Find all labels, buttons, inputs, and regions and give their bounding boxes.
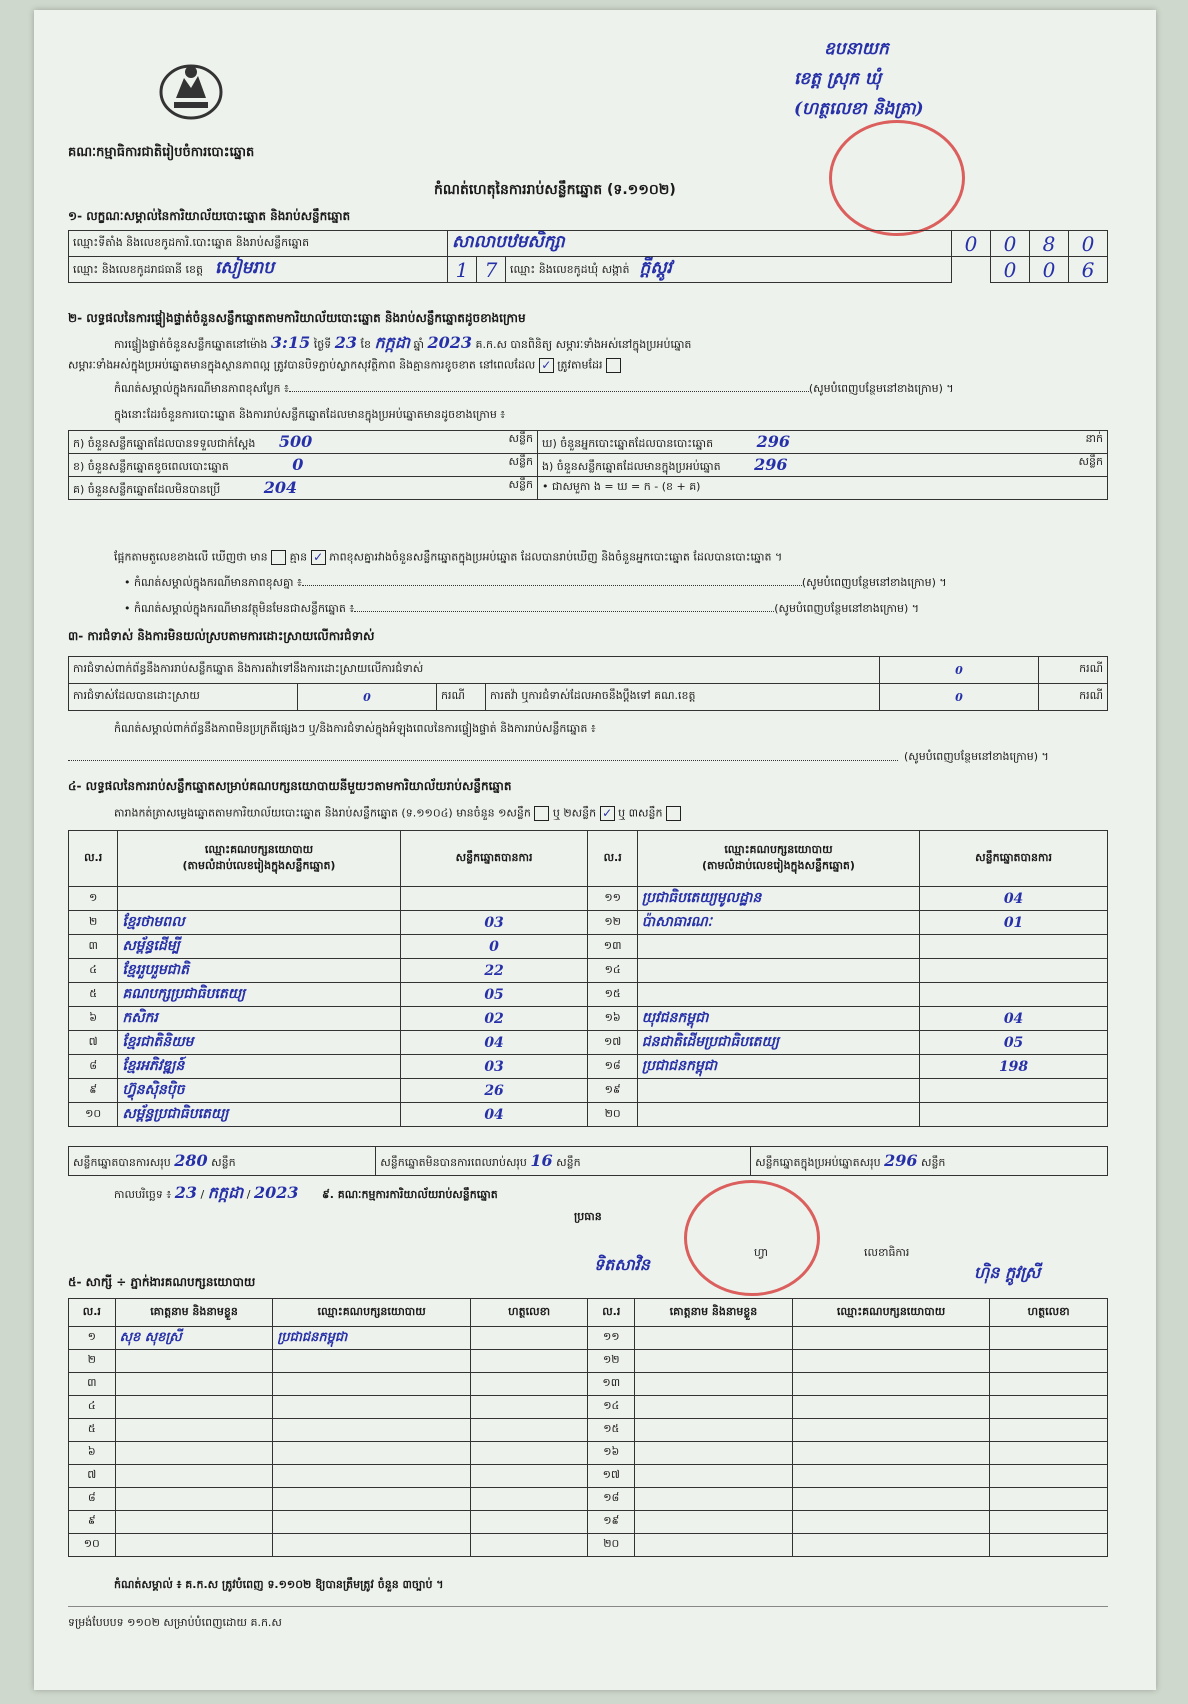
received-value: 500 [278, 431, 313, 451]
section4-title: ៤- លទ្ធផលនៃការរាប់សន្លឹកឆ្នោតសម្រាប់គណបក្សនយោបាយនីមួយៗតាមការិយាល័យរាប់សន្លឹកឆ្នោត [68, 779, 512, 793]
table-row [69, 1031, 1108, 1055]
witness-name[interactable] [635, 1488, 793, 1511]
witness-party[interactable] [273, 1488, 470, 1511]
table-row [69, 935, 1108, 959]
witness-name[interactable] [635, 1465, 793, 1488]
witness-party[interactable] [792, 1327, 989, 1350]
row-no: ២០ [588, 1103, 637, 1127]
col-party-right: ឈ្មោះគណបក្សនយោបាយ (តាមលំដាប់លេខរៀងក្នុងសន្លឹកឆ្នោត) [637, 831, 919, 887]
party-name: សម្ព័ន្ធដើម្បី [118, 935, 400, 959]
party-name: កសិករ [118, 1007, 400, 1031]
row-no: ៩ [69, 1511, 116, 1534]
votes-count: 02 [400, 1007, 588, 1031]
section2-line2: សម្ភារៈទាំងអស់ក្នុងប្រអប់ឆ្នោតមានក្នុងស្ថានភាពល្អ ត្រូវបានបិទភ្ជាប់ស្លាកសុវត្ថិភាព និងគ្មានការខូចខាត នៅពេលដែល ✓ ត្រូវតាមដែរ [68, 358, 621, 375]
votes-count: 26 [400, 1079, 588, 1103]
witness-name[interactable] [115, 1465, 273, 1488]
table-row [69, 887, 1108, 911]
count-date: កាលបរិច្ឆេទ ៖ 23 / កក្កដា / 2023 ៩. គណៈកម្មការការិយាល័យរាប់សន្លឹកឆ្នោត [114, 1183, 498, 1202]
footer-text: ទម្រង់បែបបទ ១១០២ សម្រាប់បំពេញដោយ គ.ក.ស [68, 1616, 282, 1629]
witness-signature[interactable] [990, 1465, 1108, 1488]
section1-table [68, 230, 1108, 283]
checkbox-yes[interactable]: ✓ [539, 358, 554, 373]
row-no: ៨ [69, 1055, 118, 1079]
checkbox-3-sheets[interactable] [666, 806, 681, 821]
commune-code-digit: 0 [1030, 257, 1069, 283]
location-code-digit: 0 [991, 231, 1030, 257]
section3-title: ៣- ការជំទាស់ និងការមិនយល់ស្របតាមការដោះស្រាយលើការជំទាស់ [68, 629, 375, 643]
witness-party[interactable] [273, 1419, 470, 1442]
row-no: ១១ [588, 887, 637, 911]
row-no: ៣ [69, 935, 118, 959]
witness-party[interactable] [273, 1442, 470, 1465]
table-row [69, 1055, 1108, 1079]
witness-signature[interactable] [470, 1465, 588, 1488]
row-no: ១៩ [588, 1511, 635, 1534]
witness-signature[interactable] [470, 1511, 588, 1534]
row-no: ៧ [69, 1465, 116, 1488]
appeal-unit: ករណី [1039, 684, 1108, 711]
table-row [69, 1373, 1108, 1396]
witness-party[interactable] [273, 1465, 470, 1488]
votes-count: 04 [920, 1007, 1108, 1031]
commune-cell [506, 257, 952, 283]
row-no: ៩ [69, 1079, 118, 1103]
section3-dotted-line [68, 760, 898, 761]
province-label-cell [69, 257, 448, 283]
party-name: គណបក្សប្រជាធិបតេយ្យ [118, 983, 400, 1007]
witness-party[interactable] [792, 1373, 989, 1396]
location-code-digit: 0 [1069, 231, 1108, 257]
checkbox-no[interactable] [606, 358, 621, 373]
commune-value: ក្ដីស្ដូវ [639, 258, 672, 278]
province-label: ឈ្មោះ និងលេខកូដរាជធានី ខេត្ត [73, 263, 203, 276]
votes-count: 198 [920, 1055, 1108, 1079]
witness-party[interactable] [273, 1534, 470, 1557]
col-party-right: ឈ្មោះគណបក្សនយោបាយ [792, 1299, 989, 1327]
table-row [69, 1465, 1108, 1488]
party-name [637, 983, 919, 1007]
row-no: ១៣ [588, 935, 637, 959]
witness-signature[interactable] [470, 1419, 588, 1442]
table-row [69, 1396, 1108, 1419]
row-no: ១៨ [588, 1055, 637, 1079]
table-row [69, 1350, 1108, 1373]
party-name: ប្រជាធិបតេយ្យមូលដ្ឋាន [637, 887, 919, 911]
witness-name[interactable] [115, 1442, 273, 1465]
votes-count: 04 [400, 1103, 588, 1127]
votes-count: 04 [920, 887, 1108, 911]
table-row [69, 1488, 1108, 1511]
witness-signature[interactable] [470, 1373, 588, 1396]
witness-signature[interactable] [470, 1396, 588, 1419]
witness-name[interactable] [635, 1396, 793, 1419]
section5-title: ៥- សាក្សី ÷ ភ្នាក់ងារគណបក្សនយោបាយ [68, 1275, 256, 1289]
party-name: ជនជាតិដើមប្រជាធិបតេយ្យ [637, 1031, 919, 1055]
party-name [637, 1103, 919, 1127]
votes-count [920, 935, 1108, 959]
row-no: ៤ [69, 1396, 116, 1419]
table-row [69, 959, 1108, 983]
section2-title: ២- លទ្ធផលនៃការផ្ទៀងផ្ទាត់ចំនួនសន្លឹកឆ្នោតតាមការិយាល័យបោះឆ្នោត និងរាប់សន្លឹកឆ្នោតដូចខាងក្រោម [68, 311, 526, 325]
party-name: ខ្មែររួបរួមជាតិ [118, 959, 400, 983]
witness-name[interactable] [635, 1419, 793, 1442]
voters-value: 296 [756, 431, 790, 451]
party-name: ខ្មែរអភិវឌ្ឍន៍ [118, 1055, 400, 1079]
footer-divider [68, 1606, 1108, 1607]
party-name [637, 959, 919, 983]
witness-name[interactable] [115, 1396, 273, 1419]
witness-party[interactable] [792, 1442, 989, 1465]
witness-name[interactable] [115, 1373, 273, 1396]
witness-signature[interactable] [470, 1350, 588, 1373]
location-label: ឈ្មោះទីតាំង និងលេខកូដការិ.បោះឆ្នោត និងរាប់សន្លឹកឆ្នោត [69, 231, 448, 257]
commune-code-digit: 6 [1069, 257, 1108, 283]
witness-signature[interactable] [470, 1442, 588, 1465]
checkbox-2-sheets[interactable]: ✓ [600, 806, 615, 821]
witness-name[interactable] [115, 1488, 273, 1511]
witness-signature[interactable] [990, 1534, 1108, 1557]
witness-party[interactable] [792, 1534, 989, 1557]
table-row [69, 1511, 1108, 1534]
witness-name[interactable] [635, 1327, 793, 1350]
section2-line1: ការផ្ទៀងផ្ទាត់ចំនួនសន្លឹកឆ្នោតនៅម៉ោង 3:15 ថ្ងៃទី 23 ខែ កក្កដា ឆ្នាំ 2023 គ.ក.ស បានពិនិត្យ សម្ភារៈទាំងអស់នៅក្នុងប្រអប់ឆ្នោត [114, 333, 692, 352]
check-day: 23 [334, 333, 357, 352]
row-no: ១ [69, 1327, 116, 1350]
votes-count: 0 [400, 935, 588, 959]
witness-signature[interactable] [990, 1442, 1108, 1465]
witness-party[interactable]: ប្រជាជនកម្ពុជា [273, 1327, 470, 1350]
table-row [69, 1079, 1108, 1103]
witness-signature[interactable] [990, 1488, 1108, 1511]
party-name [637, 935, 919, 959]
table-row [69, 1534, 1108, 1557]
row-no: ១ [69, 887, 118, 911]
checkbox-1-sheet[interactable] [534, 806, 549, 821]
votes-count: 03 [400, 1055, 588, 1079]
commune-code-digit: 0 [991, 257, 1030, 283]
table-row [69, 1442, 1108, 1465]
party-name [118, 887, 400, 911]
official-stamp-bottom [684, 1180, 820, 1296]
votes-count [920, 1079, 1108, 1103]
votes-count [920, 959, 1108, 983]
col-votes-left: សន្លឹកឆ្នោតបានការ [400, 831, 588, 887]
row-no: ៣ [69, 1373, 116, 1396]
witness-party[interactable] [792, 1419, 989, 1442]
votes-count: 03 [400, 911, 588, 935]
votes-count [920, 983, 1108, 1007]
row-no: ១៦ [588, 1007, 637, 1031]
votes-count [920, 1103, 1108, 1127]
witness-party[interactable] [273, 1511, 470, 1534]
witness-party[interactable] [792, 1396, 989, 1419]
col-name-left: គោត្តនាម និងនាមខ្លួន [115, 1299, 273, 1327]
col-no-left: ល.រ [69, 1299, 116, 1327]
official-stamp-top [829, 120, 965, 236]
resolved-unit: ករណី [437, 684, 486, 711]
province-code-digit: 7 [477, 257, 506, 283]
witness-name[interactable] [635, 1373, 793, 1396]
col-party-left: ឈ្មោះគណបក្សនយោបាយ (តាមលំដាប់លេខរៀងក្នុងសន្លឹកឆ្នោត) [118, 831, 400, 887]
party-name: ខ្មែរជាតិនិយម [118, 1031, 400, 1055]
checkbox-has-difference[interactable] [271, 550, 286, 565]
col-votes-right: សន្លឹកឆ្នោតបានការ [920, 831, 1108, 887]
location-code-digit: 0 [952, 231, 991, 257]
witness-name[interactable] [115, 1534, 273, 1557]
row-no: ១៥ [588, 983, 637, 1007]
location-code-digit: 8 [1030, 231, 1069, 257]
witness-party[interactable] [273, 1350, 470, 1373]
total-invalid: 16 [530, 1150, 553, 1170]
emblem-icon [154, 58, 228, 122]
witness-name[interactable] [115, 1350, 273, 1373]
party-name: ខ្មែរថាមពល [118, 911, 400, 935]
votes-count [400, 887, 588, 911]
witness-party[interactable] [792, 1350, 989, 1373]
objection-count: 0 [880, 657, 1039, 684]
witness-signature[interactable] [470, 1534, 588, 1557]
table-row [69, 1103, 1108, 1127]
committee-name: គណៈកម្មាធិការជាតិរៀបចំការបោះឆ្នោត [68, 145, 255, 160]
top-right-handwriting: ឧបនាយក ខេត្ត ស្រុក ឃុំ (ហត្ថលេខា និងត្រា) [794, 39, 924, 119]
witness-name[interactable] [635, 1442, 793, 1465]
total-valid: 280 [174, 1150, 208, 1170]
member-label: ហ្វា [754, 1246, 768, 1259]
note-difference: • កំណត់សម្គាល់ក្នុងករណីមានភាពខុសគ្នា ៖ (សូមបំពេញបន្ថែមនៅខាងក្រោម) ។ [124, 576, 947, 589]
table-row [69, 911, 1108, 935]
president-label: ប្រធាន [574, 1210, 602, 1223]
row-no: ២ [69, 1350, 116, 1373]
row-no: ១១ [588, 1327, 635, 1350]
row-no: ១៣ [588, 1373, 635, 1396]
row-no: ១៧ [588, 1031, 637, 1055]
row-no: ៧ [69, 1031, 118, 1055]
row-no: ១៧ [588, 1465, 635, 1488]
col-sign-left: ហត្ថលេខា [470, 1299, 588, 1327]
resolved-label: ការជំទាស់ដែលបានដោះស្រាយ [69, 684, 298, 711]
table-row [69, 1419, 1108, 1442]
col-no-right: ល.រ [588, 1299, 635, 1327]
witness-name[interactable] [635, 1511, 793, 1534]
witness-name[interactable] [635, 1534, 793, 1557]
row-no: ១០ [69, 1534, 116, 1557]
total-in-box: 296 [884, 1150, 918, 1170]
row-no: ៦ [69, 1007, 118, 1031]
check-time: 3:15 [270, 333, 311, 352]
location-value: សាលាបឋមសិក្សា [448, 231, 952, 257]
witness-signature[interactable] [990, 1327, 1108, 1350]
witness-name[interactable] [115, 1511, 273, 1534]
votes-count: 22 [400, 959, 588, 983]
check-month: កក្កដា [374, 333, 410, 352]
section2-line3: កំណត់សម្គាល់ក្នុងករណីមានភាពខុសប្លែក ៖ (សូមបំពេញបន្ថែមនៅខាងក្រោម) ។ [114, 382, 954, 395]
witness-signature[interactable] [990, 1511, 1108, 1534]
table-row [69, 1327, 1108, 1350]
witness-name[interactable] [635, 1350, 793, 1373]
totals-table: សន្លឹកឆ្នោតបានការសរុប 280 សន្លឹក សន្លឹកឆ្នោតមិនបានការពេលរាប់សរុប 16 សន្លឹក សន្លឹកឆ្នោតក្នុងប្រអប់ឆ្នោតសរុប 296 សន្លឹក [68, 1146, 1108, 1176]
row-no: ១៩ [588, 1079, 637, 1103]
row-no: ១៤ [588, 1396, 635, 1419]
row-no: ៥ [69, 983, 118, 1007]
row-no: ៥ [69, 1419, 116, 1442]
witness-party[interactable] [792, 1488, 989, 1511]
witness-table [68, 1298, 1108, 1557]
party-name: សម្ព័ន្ធប្រជាធិបតេយ្យ [118, 1103, 400, 1127]
row-no: ១៦ [588, 1442, 635, 1465]
resolved-count: 0 [298, 684, 437, 711]
appeal-label: ការតវ៉ា ឬការជំទាស់ដែលអាចនឹងប្ដឹងទៅ គណ.ខេត្ត [486, 684, 880, 711]
counts-table: ក) ចំនួនសន្លឹកឆ្នោតដែលបានទទួលជាក់ស្ដែង 500 សន្លឹក ឃ) ចំនួនអ្នកបោះឆ្នោតដែលបានបោះឆ្នោត 296 នាក់ ខ) ចំនួនសន្លឹកឆ្នោតខូចពេលបោះឆ្នោត 0 សន្លឹក ង) ចំនួនសន្លឹកឆ្នោតដែលមានក្នុងប្រអប់ឆ្នោត 296 សន្លឹក គ) ចំនួនសន្លឹកឆ្នោតដែលមិនបានប្រើ 204 សន្លឹក • ជាសមួកា ង = ឃ = ក - (ខ + គ) [68, 430, 1108, 500]
party-name: ប៉ាសាធារណៈ [637, 911, 919, 935]
witness-name[interactable]: សុខ សុខស្រី [115, 1327, 273, 1350]
section3-fill-hint: (សូមបំពេញបន្ថែមនៅខាងក្រោម) ។ [904, 750, 1049, 763]
checkbox-no-difference[interactable]: ✓ [311, 550, 326, 565]
col-party-left: ឈ្មោះគណបក្សនយោបាយ [273, 1299, 470, 1327]
col-name-right: គោត្តនាម និងនាមខ្លួន [635, 1299, 793, 1327]
secretary-label: លេខាធិការ [864, 1246, 910, 1259]
section1-title: ១- លក្ខណៈសម្គាល់នៃការិយាល័យបោះឆ្នោត និងរាប់សន្លឹកឆ្នោត [68, 209, 351, 223]
witness-party[interactable] [273, 1396, 470, 1419]
witness-party[interactable] [792, 1465, 989, 1488]
objection-label: ការជំទាស់ពាក់ព័ន្ធនឹងការរាប់សន្លឹកឆ្នោត និងការតវ៉ាទៅនឹងការដោះស្រាយលើការជំទាស់ [69, 657, 880, 684]
col-no-right: ល.រ [588, 831, 637, 887]
appeal-count: 0 [880, 684, 1039, 711]
votes-count: 05 [400, 983, 588, 1007]
section3-note: កំណត់សម្គាល់ពាក់ព័ន្ធនឹងភាពមិនប្រក្រតីផ្សេងៗ ឬ/និងការជំទាស់ក្នុងអំឡុងពេលនៃការផ្ទៀងផ្ទាត់ និងការរាប់សន្លឹកឆ្នោត ៖ [114, 722, 596, 735]
section5-footnote: កំណត់សម្គាល់ ៖ គ.ក.ស ត្រូវបំពេញ ទ.១១០២ ឱ្យបានត្រឹមត្រូវ ចំនួន ៣ច្បាប់ ។ [114, 1578, 444, 1591]
votes-count: 01 [920, 911, 1108, 935]
row-no: ១២ [588, 911, 637, 935]
section2-line4: ក្នុងនោះដែរចំនួនការបោះឆ្នោត និងការរាប់សន្លឹកឆ្នោតដែលមានក្នុងប្រអប់ឆ្នោតមានដូចខាងក្រោម ៖ [114, 408, 506, 421]
province-value: សៀមរាប [215, 258, 275, 278]
section4-intro: តារាងកត់ត្រាសម្លេងឆ្នោតតាមការិយាល័យបោះឆ្នោត និងរាប់សន្លឹកឆ្នោត (ទ.១១០៤) មានចំនួន ១សន្លឹក ឬ ២សន្លឹក ✓ ឬ ៣សន្លឹក [114, 806, 681, 823]
witness-signature[interactable] [470, 1488, 588, 1511]
witness-signature[interactable] [470, 1327, 588, 1350]
table-row [69, 983, 1108, 1007]
party-name: ហ៊្វុនស៊ិនប៉ិច [118, 1079, 400, 1103]
witness-signature[interactable] [990, 1419, 1108, 1442]
party-name: ប្រជាជនកម្ពុជា [637, 1055, 919, 1079]
col-no-left: ល.រ [69, 831, 118, 887]
row-no: ៦ [69, 1442, 116, 1465]
secretary-signature: ហ៊ិន ក្ដូវស្រី [974, 1263, 1041, 1282]
votes-count: 05 [920, 1031, 1108, 1055]
form-page [34, 10, 1156, 1690]
formula: • ជាសមួកា ង = ឃ = ក - (ខ + គ) [538, 477, 1108, 500]
president-signature: ទិតសាវិន [594, 1255, 650, 1274]
section2-line5: ផ្អែកតាមតួលេខខាងលើ ឃើញថា មាន គ្មាន ✓ ភាពខុសគ្នារវាងចំនួនសន្លឹកឆ្នោតក្នុងប្រអប់ឆ្នោត ដែលបានរាប់ឃើញ និងចំនួនអ្នកបោះឆ្នោត ដែលបានបោះឆ្នោត ។ [114, 550, 783, 564]
row-no: ៤ [69, 959, 118, 983]
row-no: ១៨ [588, 1488, 635, 1511]
check-year: 2023 [427, 333, 472, 352]
row-no: ១៥ [588, 1419, 635, 1442]
note-non-ballot: • កំណត់សម្គាល់ក្នុងករណីមានវត្ថុមិនមែនជាសន្លឹកឆ្នោត ៖ (សូមបំពេញបន្ថែមនៅខាងក្រោម) ។ [124, 602, 920, 615]
objection-unit: ករណី [1039, 657, 1108, 684]
col-sign-right: ហត្ថលេខា [990, 1299, 1108, 1327]
witness-signature[interactable] [990, 1350, 1108, 1373]
votes-count: 04 [400, 1031, 588, 1055]
objections-table [68, 656, 1108, 711]
spoiled-value: 0 [292, 454, 304, 474]
province-code-digit: 1 [448, 257, 477, 283]
witness-signature[interactable] [990, 1373, 1108, 1396]
row-no: ២ [69, 911, 118, 935]
party-name: យុវជនកម្ពុជា [637, 1007, 919, 1031]
results-table [68, 830, 1108, 1127]
witness-party[interactable] [792, 1511, 989, 1534]
row-no: ១០ [69, 1103, 118, 1127]
row-no: ១២ [588, 1350, 635, 1373]
form-title: កំណត់ហេតុនៃការរាប់សន្លឹកឆ្នោត (ទ.១១០២) [434, 182, 676, 198]
unused-value: 204 [263, 477, 298, 497]
ballots-in-box-value: 296 [754, 454, 788, 474]
witness-name[interactable] [115, 1419, 273, 1442]
witness-party[interactable] [273, 1373, 470, 1396]
party-name [637, 1079, 919, 1103]
row-no: ៨ [69, 1488, 116, 1511]
witness-signature[interactable] [990, 1396, 1108, 1419]
table-row [69, 1007, 1108, 1031]
row-no: ១៤ [588, 959, 637, 983]
commune-label: ឈ្មោះ និងលេខកូដឃុំ សង្កាត់ [510, 263, 630, 276]
row-no: ២០ [588, 1534, 635, 1557]
